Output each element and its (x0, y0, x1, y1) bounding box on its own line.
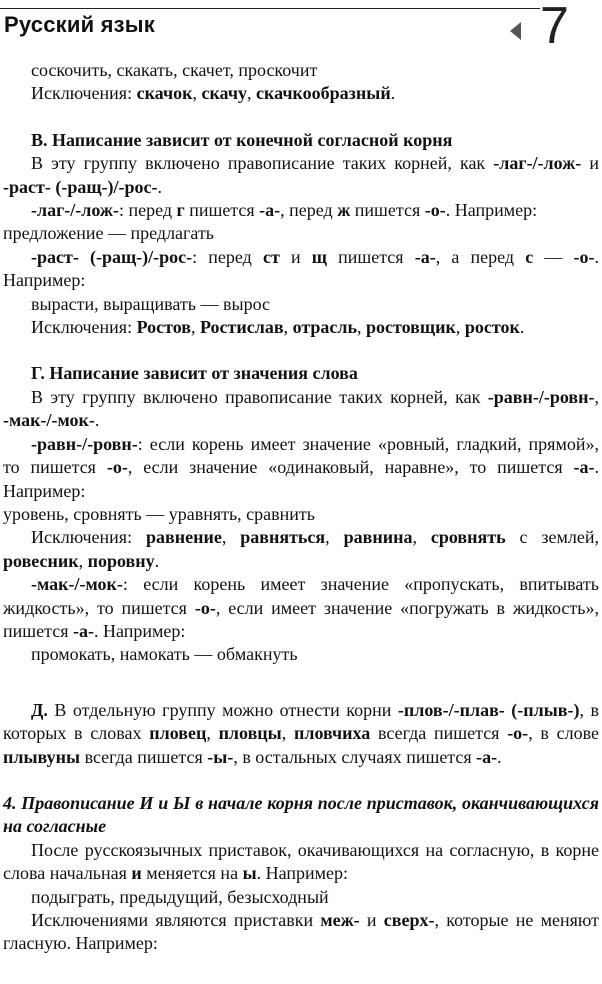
section-v-heading: В. Написание зависит от конечной согласной корня (31, 129, 453, 150)
example-line: вырасти, выращивать — вырос (31, 293, 271, 314)
paragraph: Исключениями являются приставки меж- и сверх-, которые не меняют гласную. Например: (3, 910, 599, 954)
paragraph: После русскоязычных приставок, окачивающихся на согласную, в корне слова начальная и меняется на ы. Например: (3, 839, 599, 884)
page-number: 7 (540, 0, 569, 55)
paragraph: -равн-/-ровн-: если корень имеет значение «ровный, гладкий, прямой», то пишется -о-, если значение «одинаковый, наравне», то пишется -а-. Например: (3, 433, 599, 501)
paragraph: -мак-/-мок-: если корень имеет значение «пропускать, впитывать жидкость», то пишется -о-, если имеет значение «погружать в жидкость», пишется -а-. Например: (3, 574, 599, 641)
page-header (0, 0, 602, 54)
example-line: предложение — предлагать (3, 223, 215, 244)
header-title: Русский язык (4, 12, 155, 37)
triangle-left-icon (510, 22, 521, 40)
example-line: подыграть, предыдущий, безысходный (31, 886, 329, 907)
header-rule (0, 8, 540, 9)
exceptions-line: Исключения: скачок, скачу, скачкообразный. (31, 83, 396, 104)
exceptions-line: Исключения: равнение, равняться, равнина, сровнять с землей, ровесник, поровну. (3, 527, 600, 571)
paragraph: В эту группу включено правописание таких корней, как -лаг-/-лож- и -раст- (-ращ-)/-рос-. (3, 153, 599, 197)
paragraph: -раст- (-ращ-)/-рос-: перед ст и щ пишется -а-, а перед с — -о-. Например: (3, 246, 599, 291)
page-body (3, 59, 599, 956)
section-g-heading: Г. Написание зависит от значения слова (31, 363, 358, 384)
section-d-paragraph: Д. В отдельную группу можно отнести корни -плов-/-плав- (-плыв-), в которых в словах пловец, пловцы, пловчиха всегда пишется -о-, в слове плывуны всегда пишется -ы-, в остальных случаях пишется -а-. (3, 699, 599, 767)
example-line: соскочить, скакать, скачет, проскочит (31, 60, 318, 80)
example-line: уровень, сровнять — уравнять, сравнить (3, 503, 315, 524)
paragraph: В эту группу включено правописание таких корней, как -равн-/-ровн-, -мак-/-мок-. (3, 386, 599, 431)
paragraph: -лаг-/-лож-: перед г пишется -а-, перед ж пишется -о-. Например: (31, 200, 538, 221)
exceptions-line: Исключения: Ростов, Ростислав, отрасль, ростовщик, росток. (31, 317, 525, 338)
section-4-heading: 4. Правописание И и Ы в начале корня после приставок, оканчивающихся на согласные (3, 792, 599, 837)
example-line: промокать, намокать — обмакнуть (31, 644, 298, 665)
